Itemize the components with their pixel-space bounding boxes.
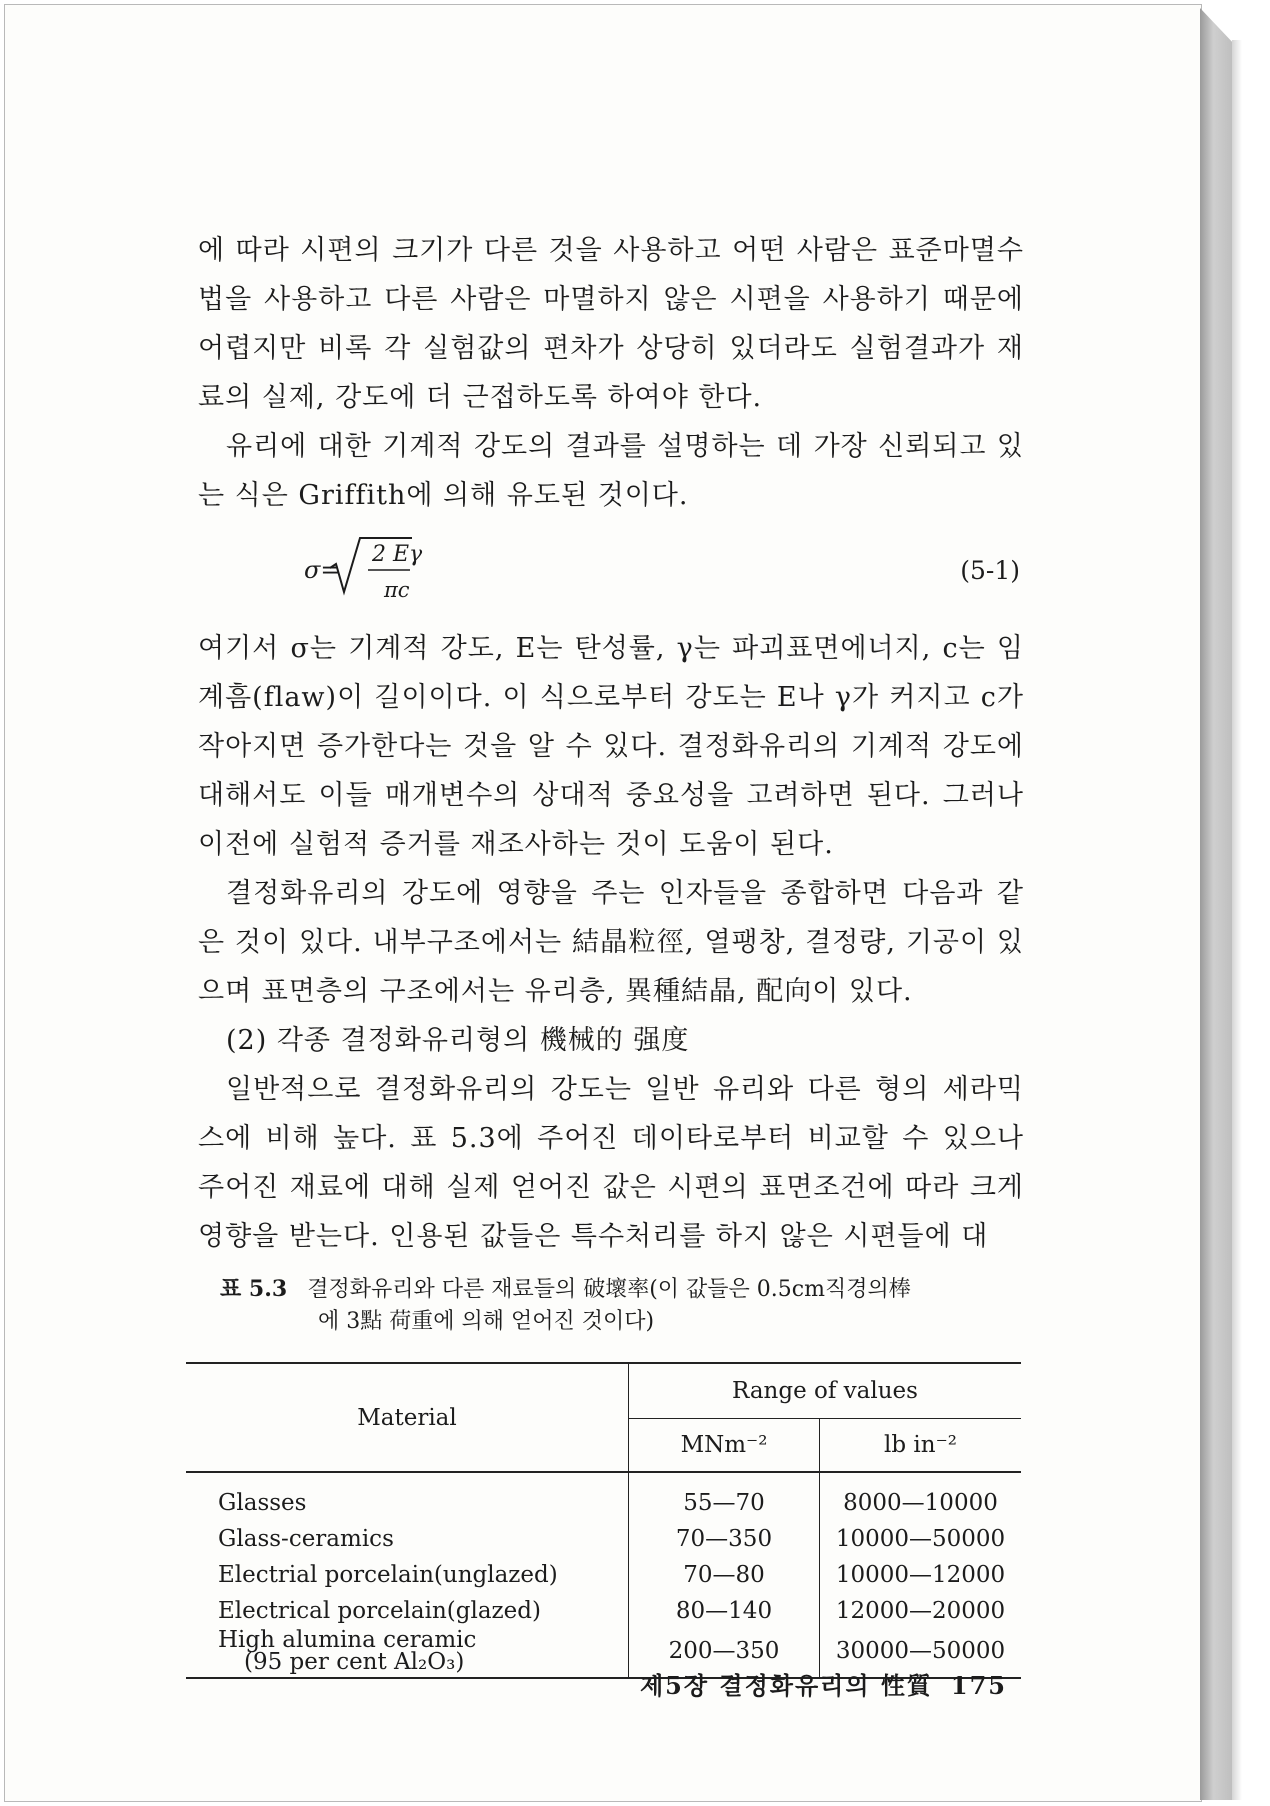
cell-material-line2: (95 per cent Al₂O₃) bbox=[244, 1649, 465, 1675]
page-footer bbox=[640, 1666, 1007, 1701]
table-caption-line1: 결정화유리와 다른 재료들의 破壞率(이 값들은 0.5cm직경의棒 bbox=[307, 1277, 911, 1302]
cell-value-mnm: 70—350 bbox=[629, 1521, 820, 1557]
table-caption bbox=[220, 1273, 1024, 1338]
cell-value-lbin: 30000—50000 bbox=[820, 1629, 1022, 1678]
cell-material: Electrical porcelain(glazed) bbox=[186, 1593, 629, 1629]
paragraph-3: 여기서 σ는 기계적 강도, E는 탄성률, γ는 파괴표면에너지, c는 임계흠(flaw)이 길이이다. 이 식으로부터 강도는 E나 γ가 커지고 c가 작아지면 증가한다는 것을 알 수 있다. 결정화유리의 기계적 강도에 대해서도 이들 매개변수의 상대적 중요성을 고려하면 된다. 그러나 이전에 실험적 증거를 재조사하는 것이 도움이 된다. bbox=[198, 633, 1024, 860]
cell-value-mnm: 80—140 bbox=[629, 1593, 820, 1629]
header-unit-mnm: MNm⁻² bbox=[629, 1419, 820, 1473]
values-table bbox=[186, 1362, 1021, 1679]
cell-material: Electrial porcelain(unglazed) bbox=[186, 1557, 629, 1593]
equation-numerator: 2 Eγ bbox=[372, 542, 423, 567]
equation-griffith bbox=[198, 530, 1024, 618]
header-unit-lbin: lb in⁻² bbox=[820, 1419, 1022, 1473]
page-content bbox=[198, 226, 1024, 1679]
cell-material-line1: High alumina ceramic bbox=[218, 1627, 477, 1653]
table-caption-line2: 에 3點 荷重에 의해 얻어진 것이다) bbox=[318, 1309, 655, 1334]
chapter-title: 제5장 결정화유리의 性質 bbox=[640, 1671, 933, 1700]
table-row bbox=[186, 1593, 1021, 1629]
equation-denominator: πc bbox=[384, 578, 410, 602]
page-number: 175 bbox=[950, 1671, 1007, 1700]
table-row bbox=[186, 1521, 1021, 1557]
cell-material bbox=[186, 1629, 629, 1678]
equation-number: (5-1) bbox=[960, 556, 1020, 585]
paragraph-1: 에 따라 시편의 크기가 다른 것을 사용하고 어떤 사람은 표준마멸수법을 사용하고 다른 사람은 마멸하지 않은 시편을 사용하기 때문에 어렵지만 비록 각 실험값의 편차가 상당히 있더라도 실험결과가 재료의 실제, 강도에 더 근접하도록 하여야 한다. bbox=[198, 235, 1024, 413]
cell-value-mnm: 55—70 bbox=[629, 1472, 820, 1521]
table-row bbox=[186, 1472, 1021, 1521]
paragraph-2: 유리에 대한 기계적 강도의 결과를 설명하는 데 가장 신뢰되고 있는 식은 Griffith에 의해 유도된 것이다. bbox=[198, 431, 1024, 511]
cell-value-mnm: 200—350 bbox=[629, 1629, 820, 1678]
paragraph-6: 일반적으로 결정화유리의 강도는 일반 유리와 다른 형의 세라믹스에 비해 높다. 표 5.3에 주어진 데이타로부터 비교할 수 있으나 주어진 재료에 대해 실제 얻어진 값은 시편의 표면조건에 따라 크게 영향을 받는다. 인용된 값들은 특수처리를 하지 않은 시편들에 대 bbox=[198, 1074, 1024, 1252]
paragraph-4: 결정화유리의 강도에 영향을 주는 인자들을 종합하면 다음과 같은 것이 있다. 내부구조에서는 結晶粒徑, 열팽창, 결정량, 기공이 있으며 표면층의 구조에서는 유리층, 異種結晶, 配向이 있다. bbox=[198, 878, 1024, 1007]
cell-value-lbin: 8000—10000 bbox=[843, 1490, 998, 1516]
cell-material: Glass-ceramics bbox=[186, 1521, 629, 1557]
equation-lhs: σ= bbox=[304, 556, 341, 584]
page-shadow bbox=[1232, 40, 1242, 1800]
cell-material: Glasses bbox=[186, 1472, 629, 1521]
cell-value-lbin: 10000—12000 bbox=[835, 1562, 1006, 1588]
section-heading: (2) 각종 결정화유리형의 機械的 强度 bbox=[226, 1025, 690, 1056]
cell-value-lbin: 10000—50000 bbox=[835, 1526, 1006, 1552]
cell-value-mnm: 70—80 bbox=[629, 1557, 820, 1593]
table-caption-label: 표 5.3 bbox=[220, 1276, 288, 1302]
page-edge bbox=[1200, 8, 1234, 1800]
cell-value-lbin: 12000—20000 bbox=[835, 1598, 1006, 1624]
header-material: Material bbox=[186, 1363, 629, 1472]
header-range: Range of values bbox=[629, 1363, 1022, 1419]
table-row bbox=[186, 1557, 1021, 1593]
